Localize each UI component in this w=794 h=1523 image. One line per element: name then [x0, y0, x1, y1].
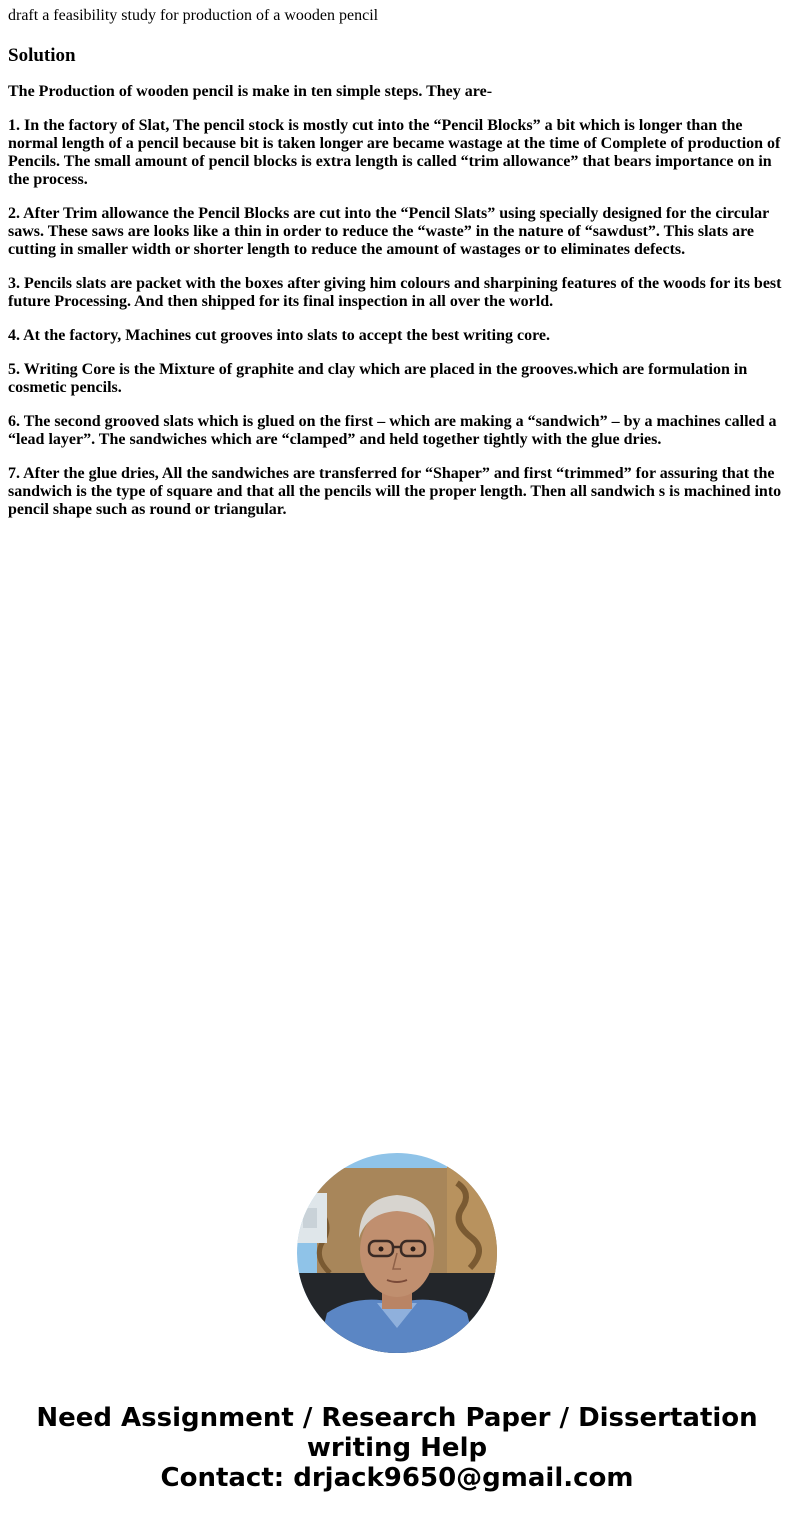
step-5-paragraph: 5. Writing Core is the Mixture of graphite and clay which are placed in the grooves.which are formulation in cosmetic pencils.	[8, 361, 748, 396]
step-3-paragraph: 3. Pencils slats are packet with the boxes after giving him colours and sharpining features of the woods for its best future Processing. And then shipped for its final inspection in all over the world.	[8, 275, 782, 310]
document-content	[8, 6, 784, 519]
step-6-paragraph: 6. The second grooved slats which is glued on the first – which are making a “sandwich” – by a machines called a “lead layer”. The sandwiches which are “clamped” and held together tightly with the glue dries.	[8, 413, 777, 448]
step-1-paragraph: 1. In the factory of Slat, The pencil stock is mostly cut into the “Pencil Blocks” a bit which is longer than the normal length of a pencil because bit is taken longer are became wastage at the time of Complete of production of Pencils. The small amount of pencil blocks is extra length is called “trim allowance” that bears importance on in the process.	[8, 117, 781, 188]
author-avatar	[297, 1153, 497, 1353]
contact-footer	[0, 1403, 794, 1493]
footer-line-2: writing Help	[306, 1433, 488, 1463]
author-photo-illustration	[297, 1153, 497, 1353]
question-text: draft a feasibility study for production of a wooden pencil	[8, 7, 379, 24]
step-4-paragraph: 4. At the factory, Machines cut grooves into slats to accept the best writing core.	[8, 327, 550, 344]
step-2-paragraph: 2. After Trim allowance the Pencil Blocks are cut into the “Pencil Slats” using specially designed for the circular saws. These saws are looks like a thin in order to reduce the “waste” in the nature of “sawdust”. This slats are cutting in smaller width or shorter length to reduce the amount of wastages or to eliminates defects.	[8, 205, 769, 258]
intro-paragraph: The Production of wooden pencil is make in ten simple steps. They are-	[8, 83, 493, 100]
footer-contact-email: Contact: drjack9650@gmail.com	[160, 1463, 634, 1493]
footer-line-1: Need Assignment / Research Paper / Dissertation	[36, 1403, 758, 1433]
solution-heading: Solution	[8, 45, 76, 66]
step-7-paragraph: 7. After the glue dries, All the sandwiches are transferred for “Shaper” and first “trimmed” for assuring that the sandwich is the type of square and that all the pencils will the proper length. Then all sandwich s is machined into pencil shape such as round or triangular.	[8, 465, 782, 518]
